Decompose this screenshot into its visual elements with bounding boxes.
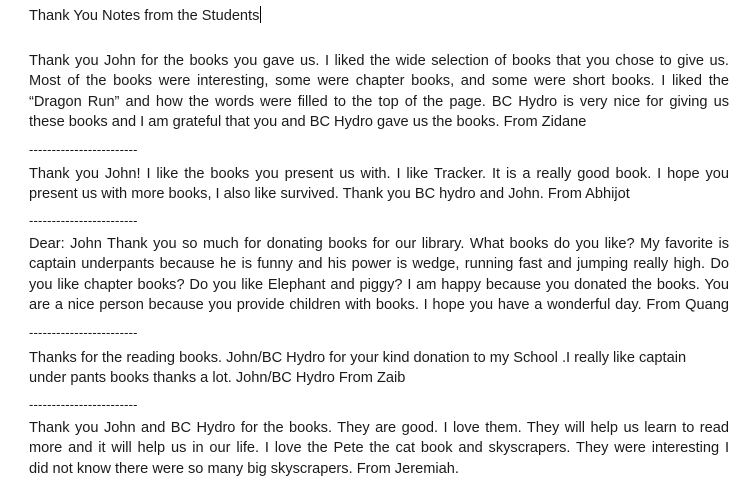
note-line: captain underpants because he is funny and his power is wedge, running fast and jumping really high. Do: [29, 256, 729, 273]
note-separator: ------------------------: [29, 142, 138, 157]
note-quang: [29, 234, 729, 315]
note-line: “Dragon Run” and how the words were filled to the top of the page. BC Hydro is very nice for giving us: [29, 93, 729, 110]
note-line: Dear: John Thank you so much for donating books for our library. What books do you like? My favorite is: [29, 236, 729, 252]
note-line: Thank you John and BC Hydro for the books. They are good. I love them. They will help us learn to read: [29, 420, 729, 436]
note-line: Thank you John! I like the books you present us with. I like Tracker. It is a really good book. I hope you: [29, 166, 729, 182]
document-title: [29, 6, 261, 26]
note-jeremiah: [29, 418, 729, 479]
note-line: are a nice person because you provide children with books. I hope you have a wonderful day. From Quang: [29, 296, 729, 313]
note-separator: ------------------------: [29, 325, 138, 340]
note-line: Thanks for the reading books. John/BC Hydro for your kind donation to my School .I really like captain: [29, 350, 687, 366]
note-line: Thank you John for the books you gave us. I liked the wide selection of books that you chose to give us.: [29, 53, 729, 69]
note-line: did not know there were so many big skyscrapers. From Jeremiah.: [29, 460, 459, 477]
note-zidane: [29, 51, 729, 132]
note-line: these books and I am grateful that you and BC Hydro gave us the books. From Zidane: [29, 113, 587, 130]
note-separator: ------------------------: [29, 213, 138, 228]
note-zaib: [29, 348, 729, 389]
note-line: more and it will help us in our life. I love the Pete the cat book and skyscrapers. They were interesting I: [29, 440, 729, 457]
note-line: you like chapter books? Do you like Elephant and piggy? I am happy because you donated the books. You: [29, 276, 729, 293]
note-line: under pants books thanks a lot. John/BC Hydro From Zaib: [29, 370, 406, 387]
note-separator: ------------------------: [29, 397, 138, 412]
note-line: Most of the books were interesting, some were chapter books, and some were short books. I liked the: [29, 73, 729, 90]
note-line: present us with more books, I also like survived. Thank you BC hydro and John. From Abhijot: [29, 186, 630, 203]
note-abhijot: [29, 164, 729, 205]
document-title-text: Thank You Notes from the Students: [29, 8, 260, 24]
text-cursor: [260, 6, 261, 23]
